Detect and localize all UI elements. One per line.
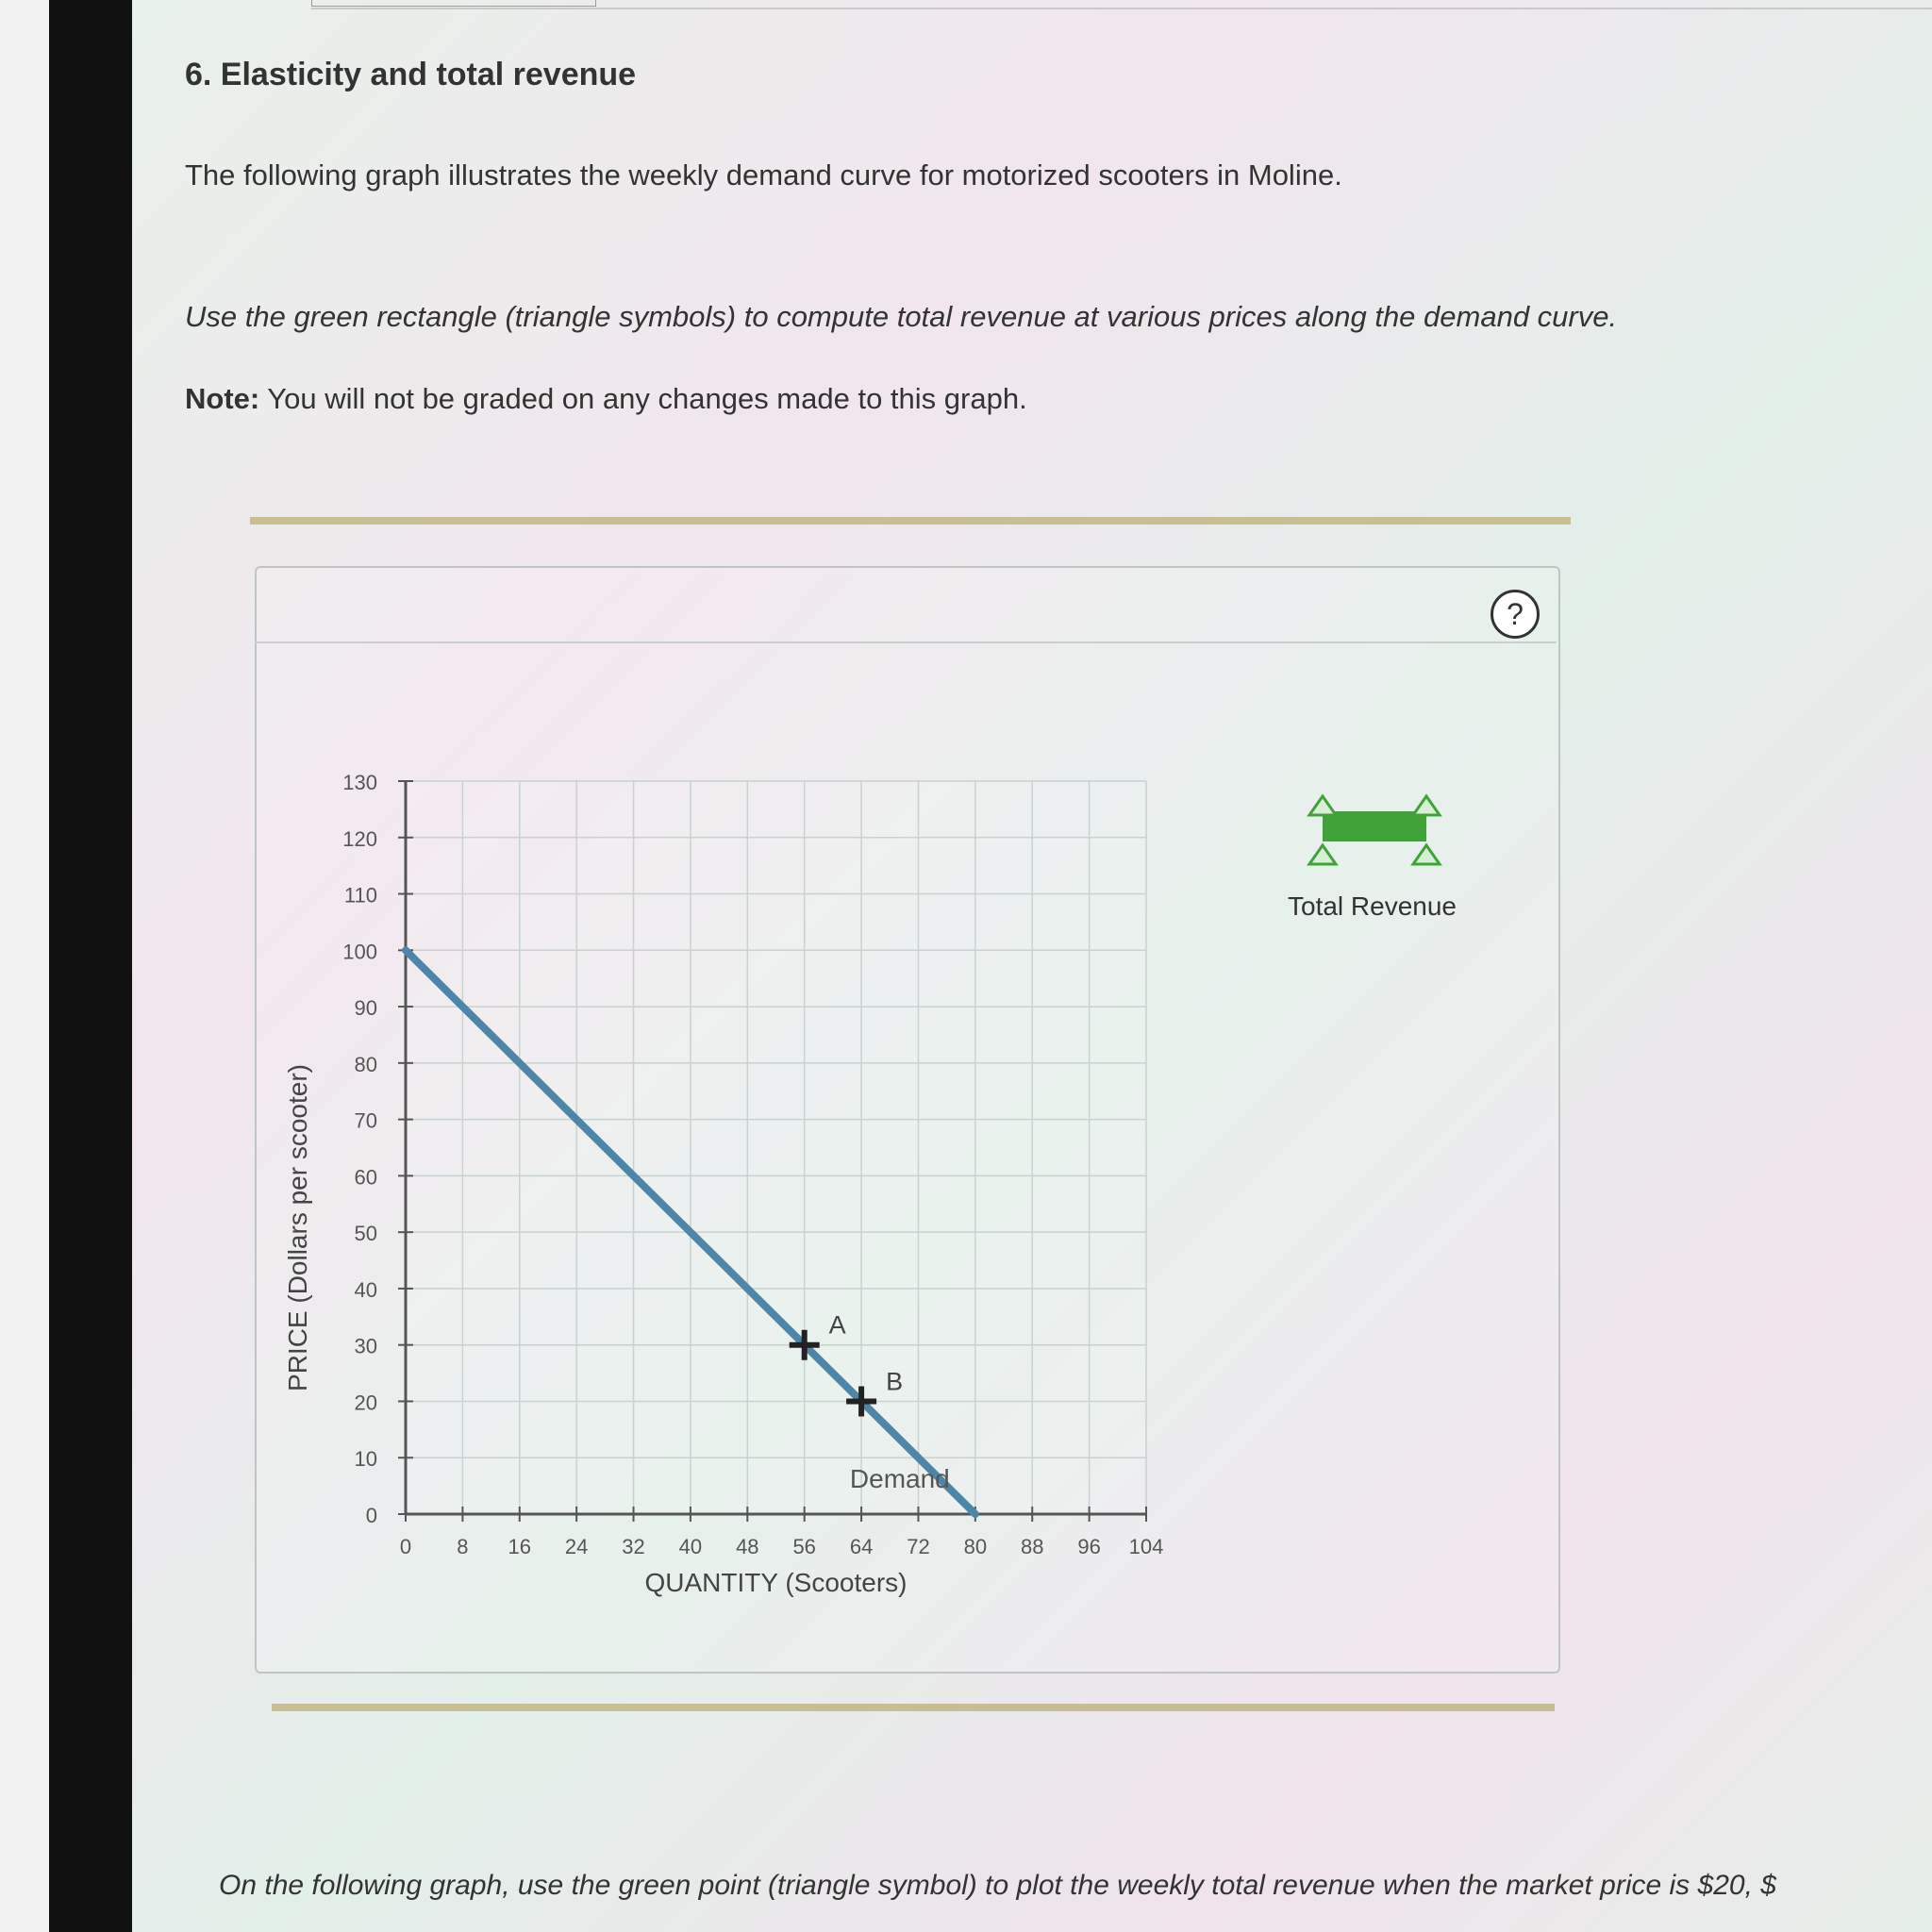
x-tick-label: 48	[736, 1535, 759, 1558]
point-label-a: A	[828, 1310, 846, 1340]
y-tick-label: 20	[354, 1391, 377, 1415]
y-axis-title: PRICE (Dollars per scooter)	[283, 1064, 312, 1391]
x-axis-title: QUANTITY (Scooters)	[644, 1568, 908, 1597]
y-tick-label: 60	[354, 1165, 377, 1190]
x-tick-label: 32	[622, 1535, 645, 1558]
triangle-handle-icon[interactable]	[1413, 796, 1440, 815]
total-revenue-legend-label: Total Revenue	[1288, 891, 1457, 921]
note-label: Note:	[185, 382, 260, 415]
y-tick-label: 80	[354, 1052, 377, 1076]
x-tick-label: 64	[849, 1535, 874, 1558]
demand-curve-label: Demand	[849, 1464, 950, 1493]
y-tick-label: 100	[342, 940, 377, 964]
x-tick-label: 8	[457, 1535, 469, 1558]
plot-area	[406, 781, 1146, 1514]
y-tick-label: 0	[365, 1504, 377, 1527]
x-tick-label: 56	[792, 1535, 816, 1558]
x-tick-label: 72	[907, 1535, 930, 1558]
total-revenue-tool[interactable]	[1323, 811, 1426, 841]
demand-chart	[132, 0, 1932, 1932]
page	[132, 0, 1932, 1932]
y-tick-label: 10	[354, 1447, 377, 1472]
x-tick-label: 16	[508, 1535, 532, 1558]
y-tick-label: 70	[354, 1108, 377, 1133]
triangle-handle-icon[interactable]	[1309, 845, 1336, 864]
question-title: 6. Elasticity and total revenue	[185, 57, 637, 92]
y-tick-label: 90	[354, 996, 377, 1021]
y-tick-label: 30	[354, 1334, 377, 1358]
x-tick-label: 96	[1077, 1535, 1101, 1558]
help-button[interactable]: ?	[1491, 590, 1540, 639]
x-tick-label: 104	[1128, 1535, 1164, 1558]
x-tick-label: 24	[564, 1535, 589, 1558]
graph-bottom-rule	[272, 1704, 1555, 1711]
y-tick-label: 50	[354, 1222, 377, 1246]
y-tick-label: 120	[342, 826, 377, 851]
x-tick-label: 88	[1020, 1535, 1044, 1558]
instruction-text: Use the green rectangle (triangle symbols) to compute total revenue at various prices along the demand curve.	[185, 300, 1618, 333]
x-tick-label: 80	[963, 1535, 988, 1558]
triangle-handle-icon[interactable]	[1413, 845, 1440, 864]
left-bezel	[0, 0, 132, 1932]
y-tick-label: 130	[342, 771, 377, 794]
x-tick-label: 40	[678, 1535, 703, 1558]
followup-instruction-text: On the following graph, use the green point (triangle symbol) to plot the weekly total revenue when the market price is $20, $	[219, 1870, 1776, 1901]
x-tick-label: 0	[399, 1535, 412, 1558]
note-body: You will not be graded on any changes made to this graph.	[259, 382, 1027, 415]
triangle-handle-icon[interactable]	[1309, 796, 1336, 815]
point-label-b: B	[886, 1367, 904, 1396]
intro-text: The following graph illustrates the weekly demand curve for motorized scooters in Moline.	[185, 158, 1342, 192]
y-tick-label: 110	[343, 883, 377, 908]
y-tick-label: 40	[354, 1277, 377, 1302]
